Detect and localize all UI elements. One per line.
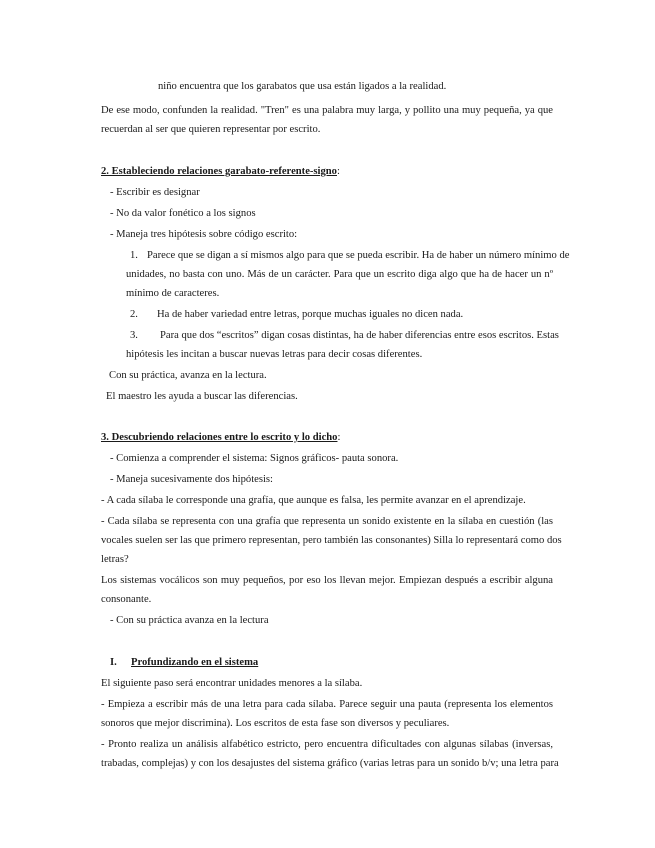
list-item: - A cada sílaba le corresponde una grafía, que aunque es falsa, les permite avanzar en el aprendizaje. xyxy=(101,495,526,506)
list-item-line: - Cada sílaba se representa con una grafía que representa un sonido existente en la sílaba en cuestión (las xyxy=(101,516,553,527)
section-number: I. xyxy=(110,657,117,668)
list-item: - No da valor fonético a los signos xyxy=(110,208,256,219)
section-heading-3 xyxy=(101,431,340,444)
section-heading-2 xyxy=(101,165,340,178)
list-item: - Maneja sucesivamente dos hipótesis: xyxy=(110,474,273,485)
list-item: - Escribir es designar xyxy=(110,187,200,198)
list-item-line: trabadas, complejas) y con los desajustes del sistema gráfico (varias letras para un sonido b/v; una letra para xyxy=(101,758,559,769)
list-number: 3. xyxy=(130,330,138,341)
list-item-line: unidades, no basta con uno. Más de un carácter. Para que un escrito diga algo que ha de hacer un nº xyxy=(126,269,553,280)
list-item-line: Ha de haber variedad entre letras, porque muchas iguales no dicen nada. xyxy=(157,309,464,320)
heading-text: 3. Descubriendo relaciones entre lo escrito y lo dicho xyxy=(101,432,338,443)
paragraph-line: niño encuentra que los garabatos que usa están ligados a la realidad. xyxy=(158,81,447,92)
list-item-line: Parece que se digan a sí mismos algo para que se pueda escribir. Ha de haber un número mínimo de xyxy=(147,250,570,261)
list-item-line: Para que dos “escritos” digan cosas distintas, ha de haber diferencias entre esos escritos. Estas xyxy=(160,330,559,341)
paragraph-line: El siguiente paso será encontrar unidades menores a la sílaba. xyxy=(101,678,363,689)
paragraph-line: recuerdan al ser que quieren representar por escrito. xyxy=(101,124,321,135)
list-item-line: vocales suelen ser las que primero representan, pero también las consonantes) Silla lo representará como dos xyxy=(101,535,562,546)
paragraph-line: Con su práctica, avanza en la lectura. xyxy=(109,370,267,381)
list-item: - Comienza a comprender el sistema: Signos gráficos- pauta sonora. xyxy=(110,453,399,464)
list-item: - Maneja tres hipótesis sobre código escrito: xyxy=(110,229,298,240)
heading-text: 2. Estableciendo relaciones garabato-referente-signo xyxy=(101,166,337,177)
list-item-line: sonoros que mejor discrimina). Los escritos de esta fase son diversos y peculiares. xyxy=(101,718,450,729)
paragraph-line: El maestro les ayuda a buscar las diferencias. xyxy=(106,391,298,402)
list-item-line: - Pronto realiza un análisis alfabético estricto, pero encuentra dificultades con algunas sílabas (inversas, xyxy=(101,739,553,750)
list-item-line: mínimo de caracteres. xyxy=(126,288,220,299)
list-item-line: hipótesis les incitan a buscar nuevas letras para decir cosas diferentes. xyxy=(126,349,423,360)
heading-colon: : xyxy=(336,166,340,177)
section-heading-4: Profundizando en el sistema xyxy=(131,657,259,668)
paragraph-line: consonante. xyxy=(101,594,152,605)
paragraph-line: De ese modo, confunden la realidad. "Tren" es una palabra muy larga, y pollito una muy pequeña, ya que xyxy=(101,105,553,116)
list-item-line: - Empieza a escribir más de una letra para cada sílaba. Parece seguir una pauta (representa los elementos xyxy=(101,699,553,710)
list-number: 1. xyxy=(130,250,138,261)
list-number: 2. xyxy=(130,309,138,320)
heading-colon: : xyxy=(337,432,341,443)
list-item: - Con su práctica avanza en la lectura xyxy=(110,615,269,626)
list-item-line: letras? xyxy=(101,554,129,565)
paragraph-line: Los sistemas vocálicos son muy pequeños, por eso los llevan mejor. Empiezan después a escribir alguna xyxy=(101,575,553,586)
